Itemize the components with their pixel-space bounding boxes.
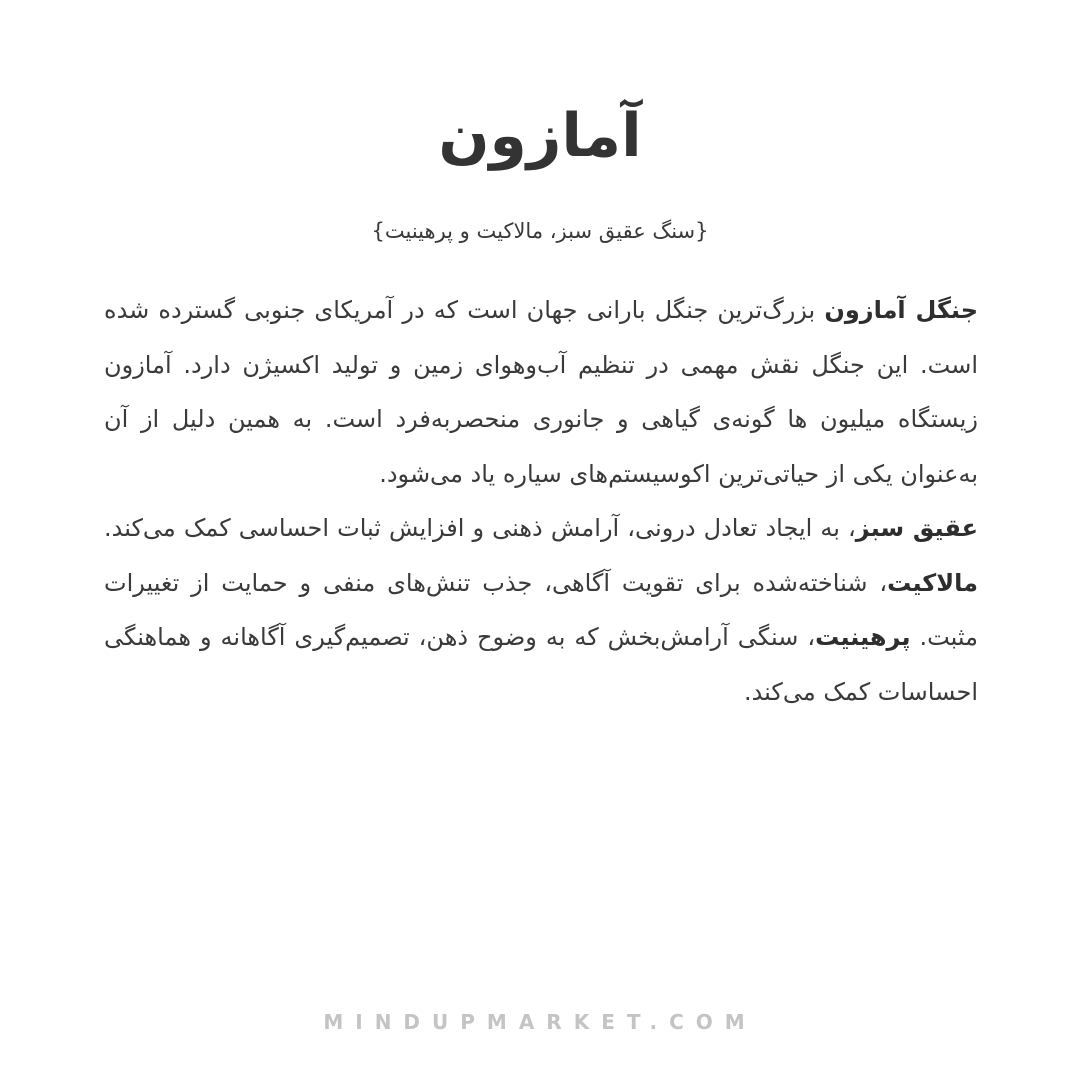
paragraph-stones (104, 501, 978, 719)
page-title: آمازون (438, 101, 642, 171)
bold-prehnite: پرهینیت (815, 623, 911, 651)
bold-malachite: مالاکیت (887, 568, 978, 597)
bold-green-agate: عقیق سبز (855, 514, 979, 542)
malachite-description: ، شناخته‌شده برای تقویت آگاهی، جذب تنش‌های منفی و حمایت از تغییرات مثبت. (104, 568, 978, 651)
prehnite-description: ، سنگی آرامش‌بخش که به وضوح ذهن، تصمیم‌گیری آگاهانه و هماهنگی احساسات کمک می‌کند. (104, 623, 978, 706)
amazon-description: بزرگ‌ترین جنگل بارانی جهان است که در آمریکای جنوبی گسترده شده است. این جنگل نقش مهمی در تنظیم آب‌وهوای زمین و تولید اکسیژن دارد. آمازون زیستگاه میلیون ها گونه‌ی گیاهی و جانوری منحصربه‌فرد است. به همین دلیل از آن به‌عنوان یکی از حیاتی‌ترین اکوسیستم‌های سیاره یاد می‌شود. (104, 296, 978, 488)
bold-amazon-forest: جنگل آمازون (824, 296, 978, 324)
paragraph-amazon (104, 283, 978, 501)
body-text (104, 283, 978, 719)
green-agate-description: ، به ایجاد تعادل درونی، آرامش ذهنی و افزایش ثبات احساسی کمک می‌کند. (104, 514, 856, 542)
page-subtitle: {سنگ عقیق سبز، مالاکیت و پرهینیت} (371, 219, 709, 243)
footer-website: MINDUPMARKET.COM (323, 1010, 757, 1034)
